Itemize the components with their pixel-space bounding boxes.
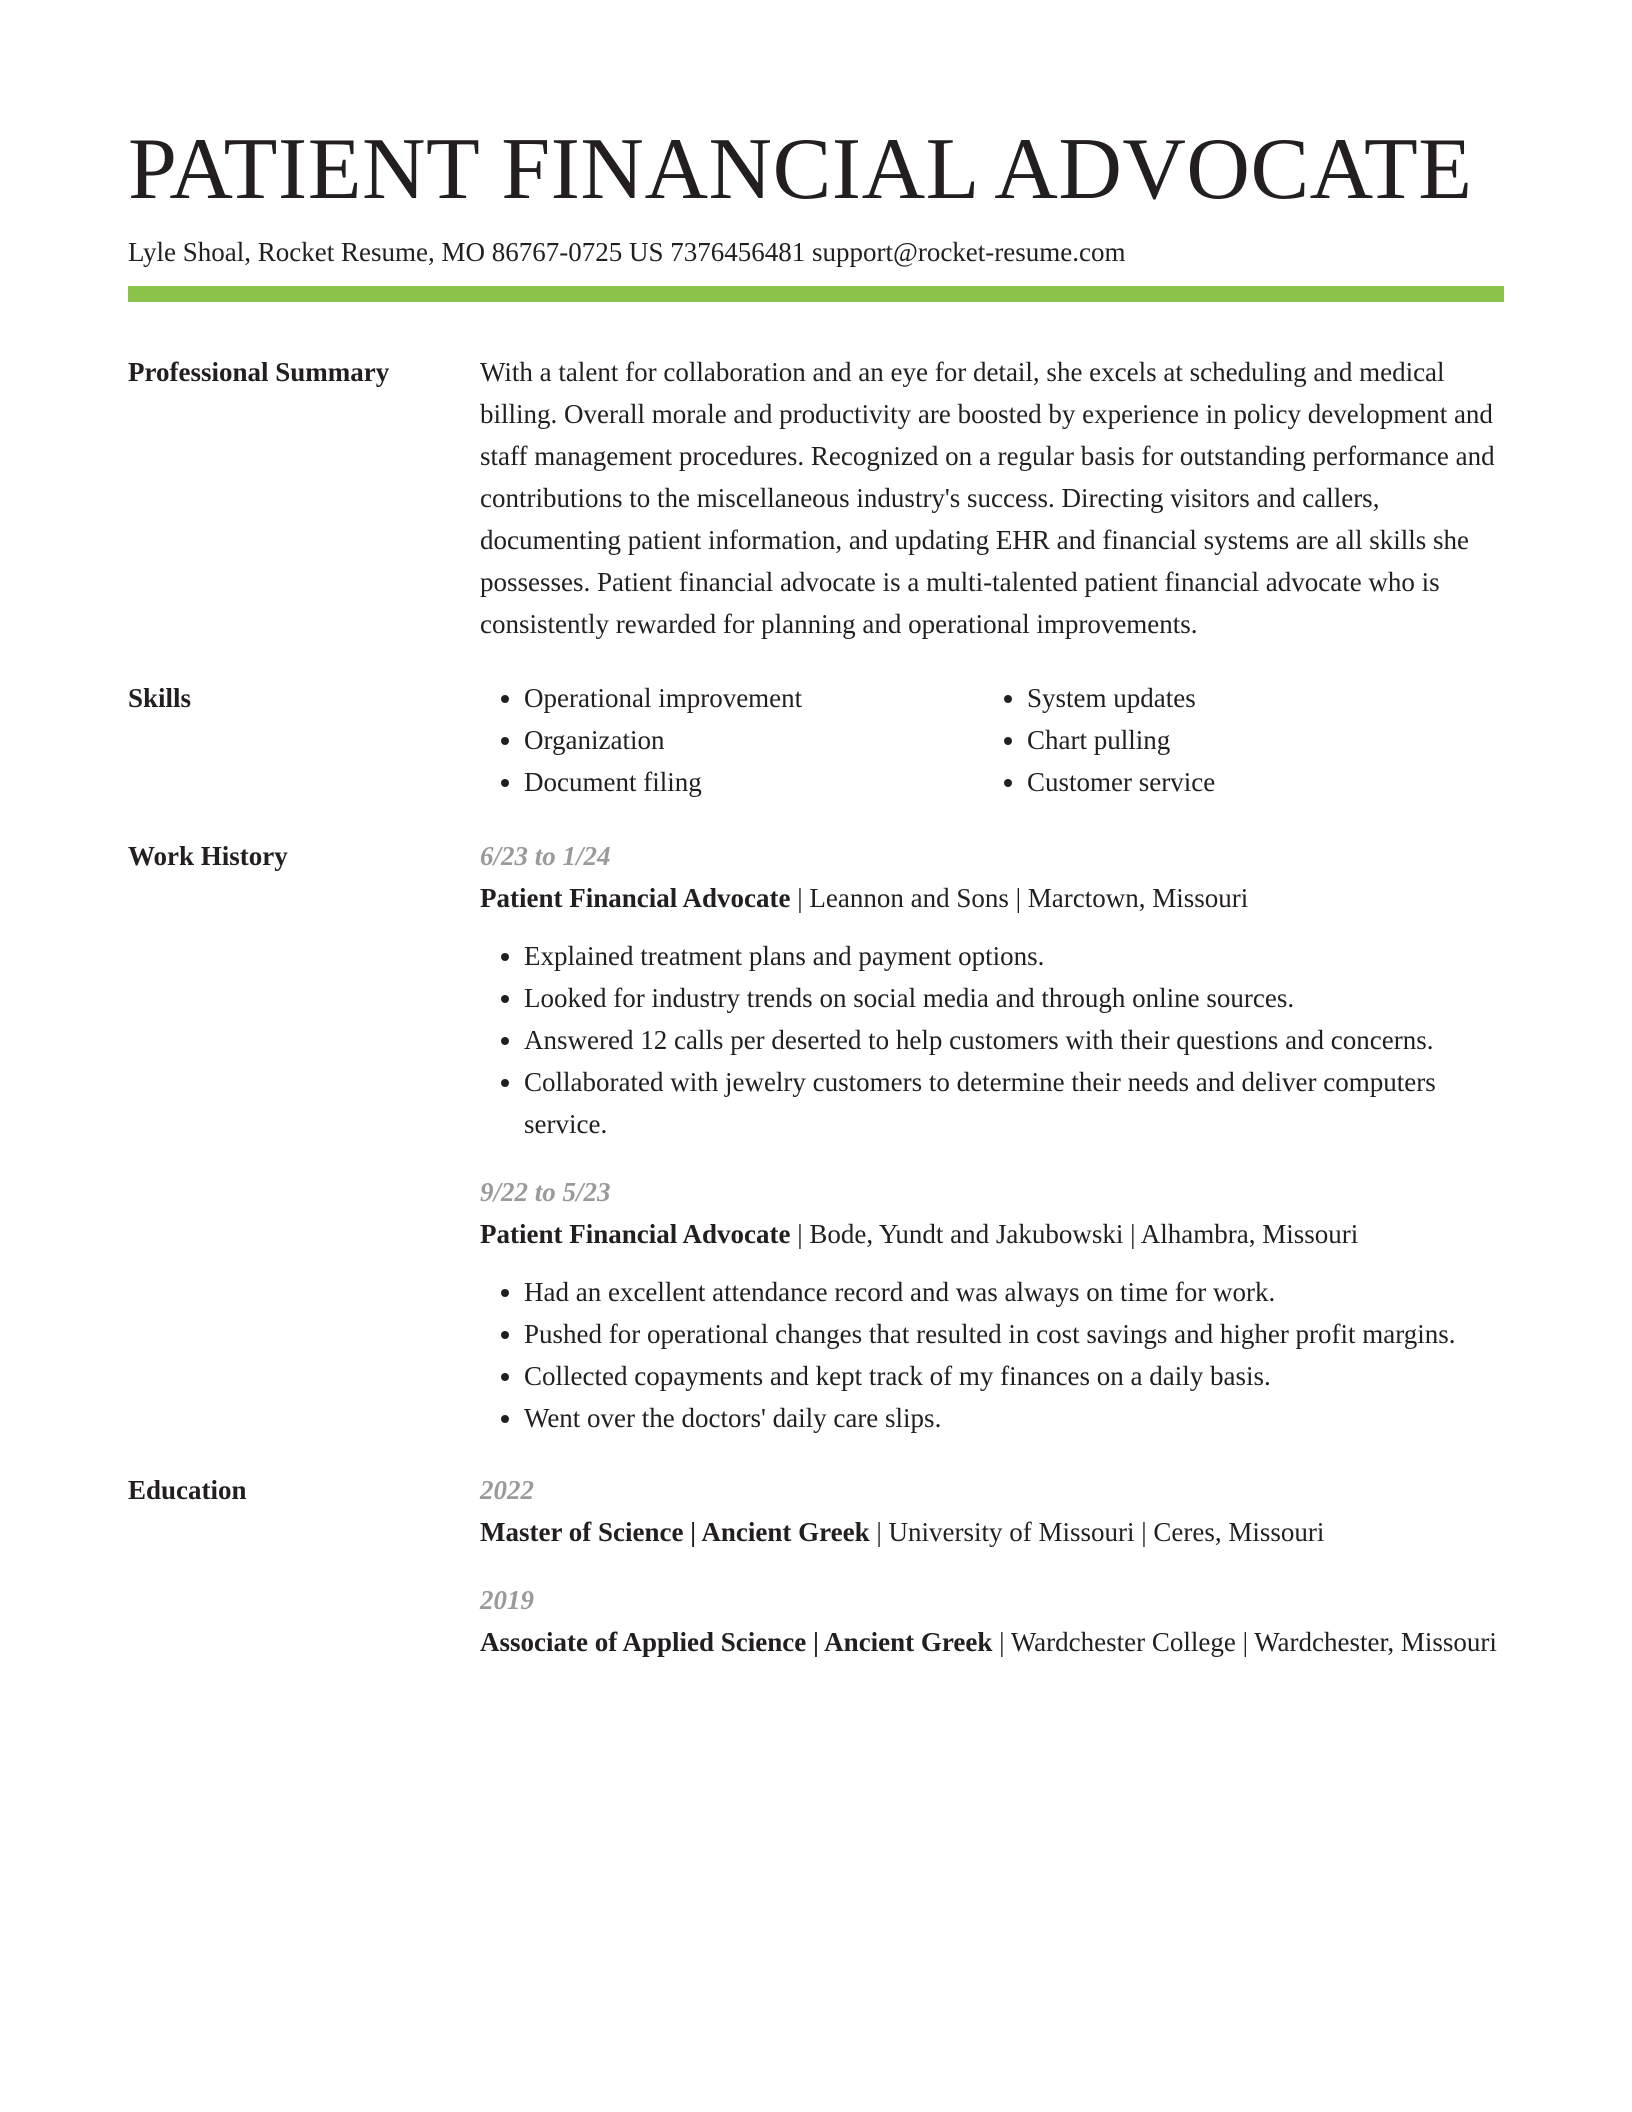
job-bullet: • Explained treatment plans and payment options. [524,935,1504,977]
skill-item: • Operational improvement [524,677,983,719]
skill-item: • Chart pulling [1027,719,1486,761]
job-bullet: • Went over the doctors' daily care slips. [524,1397,1504,1439]
resume-page [128,118,1504,1663]
skills-heading: Skills [128,683,192,713]
job-bullets [480,935,1504,1145]
summary-text: With a talent for collaboration and an eye for detail, she excels at scheduling and medical billing. Overall morale and productivity are boosted by experience in policy development and staff management procedures. Recognized on a regular basis for outstanding performance and contributions to the miscellaneous industry's success. Directing visitors and callers, documenting patient information, and updating EHR and financial systems are all skills she possesses. Patient financial advocate is a multi-talented patient financial advocate who is consistently rewarded for planning and operational improvements. [480,357,1495,639]
job-title: Patient Financial Advocate [480,1219,791,1249]
education-section [128,1469,1504,1663]
job-bullets [480,1271,1504,1439]
contact-line: Lyle Shoal, Rocket Resume, MO 86767-0725 US 7376456481 support@rocket-resume.com [128,237,1126,267]
job-title: Patient Financial Advocate [480,883,791,913]
skill-item: • Customer service [1027,761,1486,803]
job-dates: 9/22 to 5/23 [480,1177,611,1207]
job-bullet: • Collaborated with jewelry customers to determine their needs and deliver computers service. [524,1061,1504,1145]
job-bullet: • Looked for industry trends on social media and through online sources. [524,977,1504,1019]
skill-item: • Organization [524,719,983,761]
education-school-location: | Wardchester College | Wardchester, Missouri [992,1627,1497,1657]
job-role-line [480,1213,1504,1255]
job-bullet: • Answered 12 calls per deserted to help customers with their questions and concerns. [524,1019,1504,1061]
education-entry [480,1469,1504,1553]
job-dates: 6/23 to 1/24 [480,841,611,871]
education-degree: Master of Science | Ancient Greek [480,1517,870,1547]
work-history-heading: Work History [128,841,288,871]
job-employer-location: | Leannon and Sons | Marctown, Missouri [790,883,1249,913]
skills-section [128,677,1504,803]
job-entry [480,835,1504,1145]
skill-item: • Document filing [524,761,983,803]
education-degree: Associate of Applied Science | Ancient Greek [480,1627,993,1657]
work-history-section [128,835,1504,1439]
skill-item: • System updates [1027,677,1486,719]
skills-list-left [480,677,983,803]
education-school-location: | University of Missouri | Ceres, Missouri [869,1517,1325,1547]
job-role-line [480,877,1504,919]
job-bullet: • Collected copayments and kept track of my finances on a daily basis. [524,1355,1504,1397]
education-degree-line [480,1621,1504,1663]
job-entry [480,1171,1504,1439]
summary-heading: Professional Summary [128,357,390,387]
skills-list-right [983,677,1486,803]
job-bullet: • Had an excellent attendance record and was always on time for work. [524,1271,1504,1313]
resume-title: PATIENT FINANCIAL ADVOCATE [128,121,1473,218]
summary-section [128,351,1504,645]
job-bullet: • Pushed for operational changes that resulted in cost savings and higher profit margins. [524,1313,1504,1355]
header-divider [128,286,1504,302]
education-degree-line [480,1511,1504,1553]
education-year: 2019 [480,1585,534,1615]
education-year: 2022 [480,1475,534,1505]
job-employer-location: | Bode, Yundt and Jakubowski | Alhambra, Missouri [790,1219,1359,1249]
education-entry [480,1579,1504,1663]
education-heading: Education [128,1475,247,1505]
